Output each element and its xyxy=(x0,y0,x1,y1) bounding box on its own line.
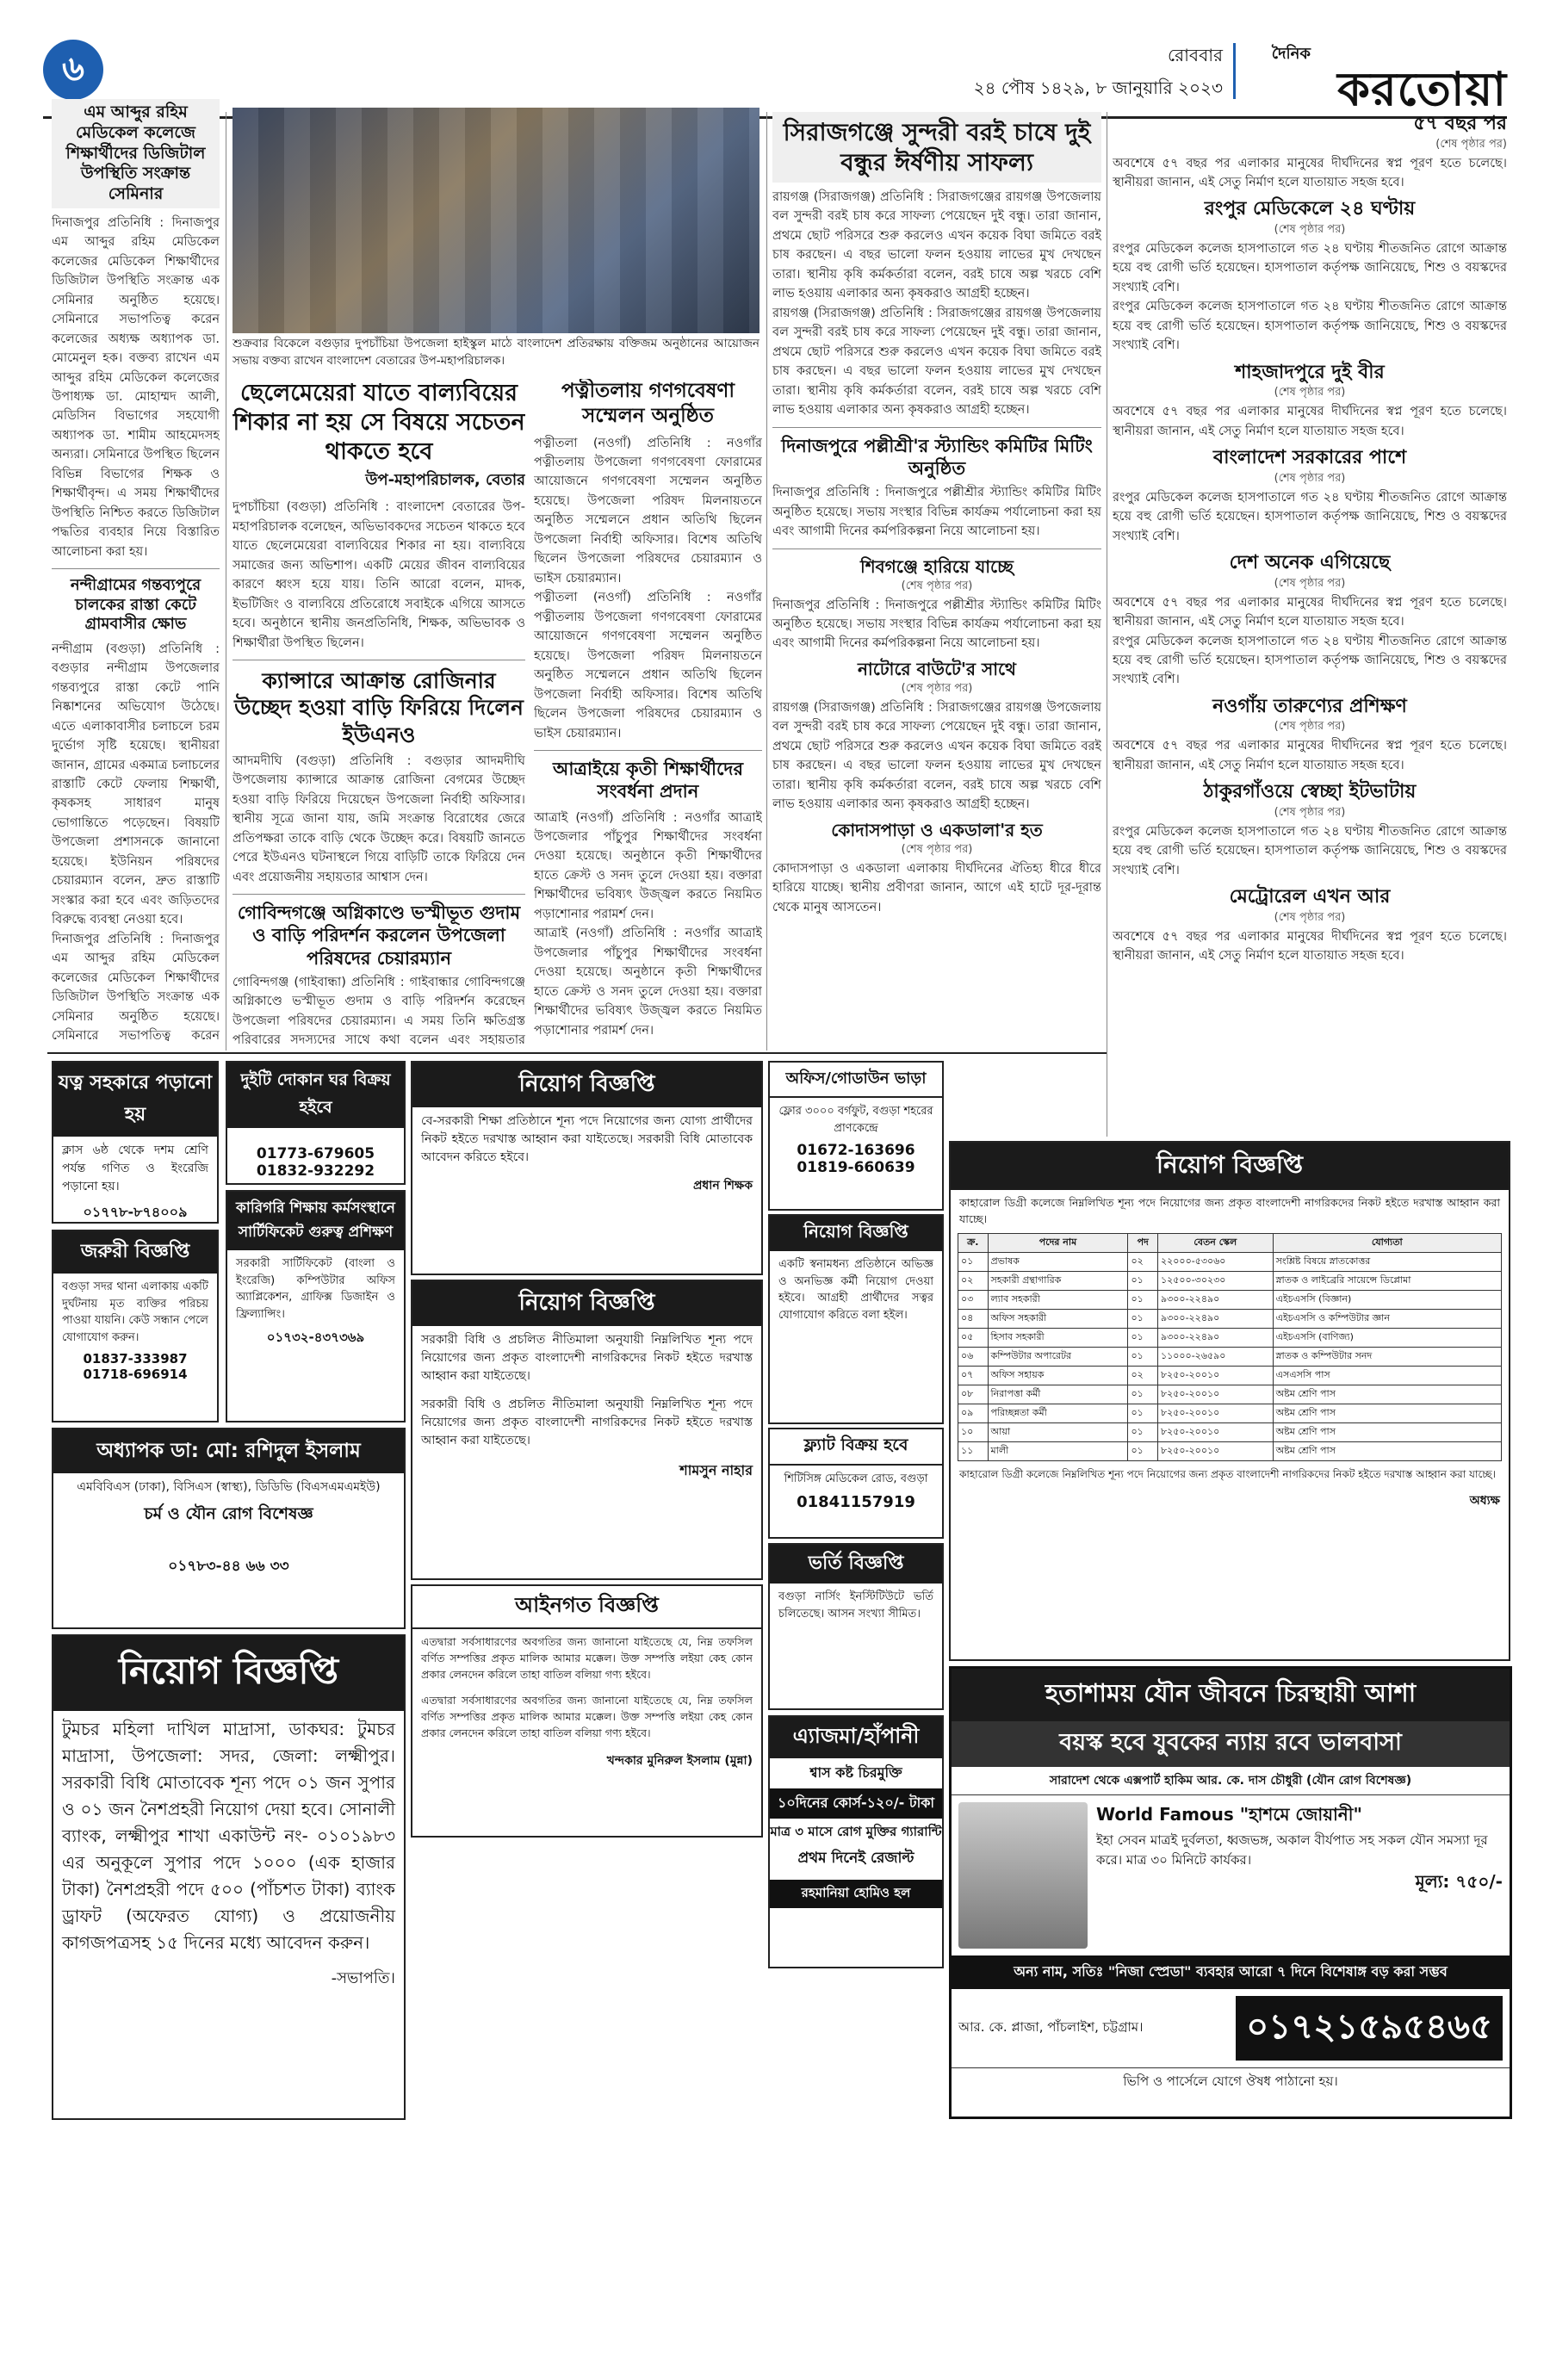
job-table-row xyxy=(958,1328,1502,1347)
divider xyxy=(52,568,220,569)
continued-note: (শেষ পৃষ্ঠার পর) xyxy=(1435,137,1507,151)
job-table-row xyxy=(958,1404,1502,1422)
ad-madrasa-job-sign: -সভাপতি। xyxy=(331,1969,395,1987)
ad-job-1-sign: প্রধান শিক্ষক xyxy=(692,1179,753,1193)
headline-rangpur-medical: রংপুর মেডিকেলে ২৪ ঘণ্টায় xyxy=(1204,198,1416,220)
masthead-day: রোববার xyxy=(1168,45,1223,65)
ad-health-product: World Famous "হাশমে জোয়ানী" xyxy=(1096,1804,1362,1825)
article-atrai-students: আত্রাই (নওগাঁ) প্রতিনিধি : নওগাঁর আত্রাই উপজেলার পাঁচুপুর শিক্ষার্থীদের সংবর্ধনা দেওয়া হয়েছে। অনুষ্ঠানে কৃতী শিক্ষার্থীদের হাতে ক্রেস্ট ও সনদ তুলে দেওয়া হয়। বক্তারা শিক্ষার্থীদের ভবিষ্যৎ উজ্জ্বল করতে নিয়মিত পড়াশোনার পরামর্শ দেন। xyxy=(534,810,762,921)
job-table-cell: ০১ xyxy=(1128,1328,1158,1347)
page-number-badge: ৬ xyxy=(43,40,103,100)
headline-thakurgaon-brick: ঠাকুরগাঁওয়ে স্বেচ্ছা ইটভাটায় xyxy=(1203,781,1417,803)
headline-atrai-students: আত্রাইয়ে কৃতী শিক্ষার্থীদের সংবর্ধনা প্রদান xyxy=(553,759,743,803)
ad-health-price: মূল্য: ৭৫০/- xyxy=(1415,1871,1503,1892)
ad-urgent-text: বগুড়া সদর থানা এলাকায় একটি দুর্ঘটনায় মৃত ব্যক্তির পরিচয় পাওয়া যায়নি। কেউ সন্ধান পেলে যোগাযোগ করুন। xyxy=(62,1280,208,1344)
ad-asthma-line-2: মাত্র ৩ মাসে রোগ মুক্তির গ্যারান্টি xyxy=(770,1824,942,1839)
job-table-cell: এইচএসসি ও কম্পিউটার জ্ঞান xyxy=(1273,1309,1501,1328)
column-5 xyxy=(1113,112,1507,1132)
ad-asthma-line-3: প্রথম দিনেই রেজাল্ট xyxy=(797,1850,914,1867)
job-table-row xyxy=(958,1290,1502,1309)
ad-health-phone: ০১৭২১৫৯৫৪৬৫ xyxy=(1236,1996,1503,2061)
job-table-cell: ০১ xyxy=(1128,1347,1158,1366)
job-table-cell: স্নাতক ও কম্পিউটার সনদ xyxy=(1273,1347,1501,1366)
ad-job-table-intro: কাহারোল ডিগ্রী কলেজে নিম্নলিখিত শূন্য পদে নিয়োগের জন্য প্রকৃত বাংলাদেশী নাগরিকদের নিকট হইতে দরখাস্ত আহ্বান করা যাচ্ছে। xyxy=(959,1196,1500,1225)
job-table-cell: ১১ xyxy=(958,1441,989,1460)
ad-flat-title: ফ্ল্যাট বিক্রয় হবে xyxy=(770,1429,942,1466)
ad-shop-title: দুইটি দোকান ঘর বিক্রয় হইবে xyxy=(227,1063,404,1128)
headline-rojina-house: ক্যান্সারে আক্রান্ত রোজিনার উচ্ছেদ হওয়া বাড়ি ফিরিয়ে দিলেন ইউএনও xyxy=(234,668,524,747)
ads-divider xyxy=(47,1052,1107,1054)
divider xyxy=(534,750,762,751)
ad-job-2-sign: শামসুন নাহার xyxy=(679,1462,753,1478)
ad-job-3 xyxy=(768,1214,944,1424)
job-table-cell: ০৮ xyxy=(958,1385,989,1404)
ad-madrasa-job xyxy=(52,1634,406,2120)
article-naogaon-training: অবশেষে ৫৭ বছর পর এলাকার মানুষের দীর্ঘদিনের স্বপ্ন পূরণ হতে চলেছে। স্থানীয়রা জানান, এই সেতু নির্মাণ হলে যাতায়াত সহজ হবে। xyxy=(1113,739,1507,772)
job-table-cell: মালী xyxy=(988,1441,1128,1460)
ad-job-table xyxy=(949,1141,1510,1661)
column-1 xyxy=(52,99,220,1046)
article-kodaspara: কোদাসপাড়া ও একডালা এলাকায় দীর্ঘদিনের ঐতিহ্য ধীরে ধীরে হারিয়ে যাচ্ছে। স্থানীয় প্রবীণরা জানান, আগে এই হাটে দূর-দূরান্ত থেকে মানুষ আসতেন। xyxy=(772,861,1101,914)
job-table-cell: ০৪ xyxy=(958,1309,989,1328)
job-table-cell: আয়া xyxy=(988,1422,1128,1441)
headline-shahjadpur: শাহজাদপুরে দুই বীর xyxy=(1235,361,1385,383)
ad-doctor-specialty: চর্ম ও যৌন রোগ বিশেষজ্ঞ xyxy=(144,1504,313,1523)
article-natore: রায়গঞ্জ (সিরাজগঞ্জ) প্রতিনিধি : সিরাজগঞ্জের রায়গঞ্জ উপজেলায় বল সুন্দরী বরই চাষ করে সাফল্য পেয়েছেন দুই বন্ধু। তারা জানান, প্রথমে ছোট পরিসরে শুরু করলেও এখন কয়েক বিঘা জমিতে বরই চাষ করছেন। এ বছর ভালো ফলন হওয়ায় লাভের মুখ দেখছেন তারা। স্থানীয় কৃষি কর্মকর্তারা বলেন, বরই চাষে অল্প খরচে বেশি লাভ হওয়ায় এলাকার অন্য কৃষকরাও আগ্রহী হচ্ছেন। xyxy=(772,700,1101,812)
article-rojina-house: আদমদীঘি (বগুড়া) প্রতিনিধি : বগুড়ার আদমদীঘি উপজেলায় ক্যান্সারে আক্রান্ত রোজিনা বেগমের উচ্ছেদ হওয়া বাড়ি ফিরিয়ে দিয়েছেন উপজেলা নির্বাহী অফিসার। স্থানীয় সূত্রে জানা যায়, জমি সংক্রান্ত বিরোধের জেরে প্রতিপক্ষরা তাকে বাড়ি থেকে উচ্ছেদ করে। বিষয়টি জানতে পেরে ইউএনও ঘটনাস্থলে গিয়ে বাড়িটি তাকে ফিরিয়ে দেন এবং প্রয়োজনীয় সহায়তার আশ্বাস দেন। xyxy=(232,753,525,884)
masthead xyxy=(43,34,1507,119)
article-nandigram-road-cont: দিনাজপুর প্রতিনিধি : দিনাজপুর এম আব্দুর রহিম মেডিকেল কলেজের মেডিকেল শিক্ষার্থীদের ডিজিটাল উপস্থিতি সংক্রান্ত এক সেমিনার অনুষ্ঠিত হয়েছে। সেমিনারে সভাপতিত্ব করেন xyxy=(52,932,220,1044)
ad-admission-title: ভর্তি বিজ্ঞপ্তি xyxy=(770,1545,942,1584)
news-photo-event xyxy=(232,108,760,333)
job-table-cell: ০২ xyxy=(1128,1366,1158,1385)
job-table-cell: ০১ xyxy=(1128,1271,1158,1290)
doctor-photo xyxy=(958,1802,1088,1949)
ad-health-banner xyxy=(949,1666,1512,2119)
ad-rent xyxy=(768,1061,944,1211)
ad-flat-phone: 01841157919 xyxy=(797,1492,915,1511)
headline-patnitala-conference: পত্নীতলায় গণগবেষণা সম্মেলন অনুষ্ঠিত xyxy=(561,380,735,427)
continued-note: (শেষ পৃষ্ঠার পর) xyxy=(1274,386,1346,400)
article-dinajpur-pollishree: দিনাজপুর প্রতিনিধি : দিনাজপুরে পল্লীশ্রীর স্ট্যান্ডিং কমিটির মিটিং অনুষ্ঠিত হয়েছে। সভায় সংস্থার বিভিন্ন কার্যক্রম পর্যালোচনা করা হয় এবং আগামী দিনের কর্মপরিকল্পনা নিয়ে আলোচনা হয়। xyxy=(772,486,1101,539)
ad-tutor-text: ক্লাস ৬ষ্ঠ থেকে দশম শ্রেণি পর্যন্ত গণিত ও ইংরেজি পড়ানো হয়। xyxy=(62,1144,208,1193)
ad-flat xyxy=(768,1428,944,1539)
article-shibganj: দিনাজপুর প্রতিনিধি : দিনাজপুরে পল্লীশ্রীর স্ট্যান্ডিং কমিটির মিটিং অনুষ্ঠিত হয়েছে। সভায় সংস্থার বিভিন্ন কার্যক্রম পর্যালোচনা করা হয় এবং আগামী দিনের কর্মপরিকল্পনা নিয়ে আলোচনা হয়। xyxy=(772,598,1101,651)
ad-training-title: কারিগরি শিক্ষায় কর্মসংস্থানে সার্টিফিকেট গুরুত্ব প্রশিক্ষণ xyxy=(227,1192,404,1250)
ad-job-2-title: নিয়োগ বিজ্ঞপ্তি xyxy=(412,1281,761,1326)
ad-health-delivery: ভিপি ও পার্সেলে যোগে ঔষধ পাঠানো হয়। xyxy=(952,2067,1510,2097)
ad-training-phone: ০১৭৩২-৪৩৭৩৬৯ xyxy=(266,1329,365,1345)
job-table-cell: অষ্টম শ্রেণি পাস xyxy=(1273,1385,1501,1404)
job-table-row xyxy=(958,1271,1502,1290)
article-rangpur-medical-cont: রংপুর মেডিকেল কলেজ হাসপাতালে গত ২৪ ঘণ্টায় শীতজনিত রোগে আক্রান্ত হয়ে বহু রোগী ভর্তি হয়েছেন। হাসপাতাল কর্তৃপক্ষ জানিয়েছে, শিশু ও বয়স্কদের সংখ্যাই বেশি। xyxy=(1113,300,1507,353)
ad-legal xyxy=(411,1584,763,1838)
ad-rent-phone-2: 01819-660639 xyxy=(797,1159,915,1176)
job-table-row xyxy=(958,1366,1502,1385)
job-table-cell: ০১ xyxy=(1128,1290,1158,1309)
ad-shop xyxy=(226,1061,406,1185)
job-table-header: পদ xyxy=(1128,1233,1158,1252)
ad-urgent-phone-1: 01837-333987 xyxy=(83,1351,188,1367)
ad-health-address: আর. কে. প্লাজা, পাঁচলাইশ, চট্টগ্রাম। xyxy=(958,2019,1144,2035)
ad-training-text: সরকারী সার্টিফিকেট (বাংলা ও ইংরেজি) কম্পিউটার অফিস অ্যাপ্লিকেশন, গ্রাফিক্স ডিজাইন ও ফ্রিল্যান্সিং। xyxy=(236,1257,395,1321)
headline-child-marriage: ছেলেমেয়েরা যাতে বাল্যবিয়ের শিকার না হয় সে বিষয়ে সচেতন থাকতে হবে xyxy=(232,380,525,465)
article-nandigram-road: নন্দীগ্রাম (বগুড়া) প্রতিনিধি : বগুড়ার নন্দীগ্রাম উপজেলার গন্তব্যপুরে রাস্তা কেটে পানি নিষ্কাশনের অভিযোগ উঠেছে। এতে এলাকাবাসীর চলাচলে চরম দুর্ভোগ সৃষ্টি হয়েছে। স্থানীয়রা জানান, গ্রামের একমাত্র চলাচলের রাস্তাটি কেটে ফেলায় শিক্ষার্থী, কৃষকসহ সাধারণ মানুষ ভোগান্তিতে পড়েছেন। বিষয়টি উপজেলা প্রশাসনকে জানানো হয়েছে। ইউনিয়ন পরিষদের চেয়ারম্যান বলেন, দ্রুত রাস্তাটি সংস্কার করা হবে এবং জড়িতদের বিরুদ্ধে ব্যবস্থা নেওয়া হবে। xyxy=(52,641,220,927)
article-57-years: অবশেষে ৫৭ বছর পর এলাকার মানুষের দীর্ঘদিনের স্বপ্ন পূরণ হতে চলেছে। স্থানীয়রা জানান, এই সেতু নির্মাণ হলে যাতায়াত সহজ হবে। xyxy=(1113,156,1507,189)
job-table-cell: ০১ xyxy=(1128,1404,1158,1422)
ad-job-1-title: নিয়োগ বিজ্ঞপ্তি xyxy=(412,1063,761,1107)
job-table-header: ক্র. xyxy=(958,1233,989,1252)
ad-doctor xyxy=(52,1428,406,1629)
article-child-marriage: দুপচাঁচিয়া (বগুড়া) প্রতিনিধি : বাংলাদেশ বেতারের উপ-মহাপরিচালক বলেছেন, অভিভাবকদের সচেতন থাকতে হবে যাতে ছেলেমেয়েরা বাল্যবিয়ের শিকার না হয়। বাল্যবিয়ে সমাজের জন্য অভিশাপ। একটি মেয়ের জীবন বাল্যবিয়ের কারণে ধ্বংস হয়ে যায়। তিনি আরো বলেন, মাদক, ইভটিজিং ও বাল্যবিয়ে প্রতিরোধে সবাইকে এগিয়ে আসতে হবে। অনুষ্ঠানে স্থানীয় জনপ্রতিনিধি, শিক্ষক, অভিভাবক ও শিক্ষার্থীরা উপস্থিত ছিলেন। xyxy=(232,500,525,650)
ad-madrasa-job-text: টুমচর মহিলা দাখিল মাদ্রাসা, ডাকঘর: টুমচর মাদ্রাসা, উপজেলা: সদর, জেলা: লক্ষ্মীপুর। সরকারী বিধি মোতাবেক শূন্য পদে ০১ জন সুপার ও ০১ জন নৈশপ্রহরী নিয়োগ দেয়া হবে। সোনালী ব্যাংক, লক্ষ্মীপুর শাখা একাউন্ট নং- ০১০১৯৮৩ এর অনুকূলে সুপার পদে ১০০০ (এক হাজার টাকা) নৈশপ্রহরী পদে ৫০০ (পাঁচশত টাকা) ব্যাংক ড্রাফট (অফেরত যোগ্য) ও প্রয়োজনীয় কাগজপত্রসহ ১৫ দিনের মধ্যে আবেদন করুন। xyxy=(62,1719,395,1953)
article-patnitala-conference: পত্নীতলা (নওগাঁ) প্রতিনিধি : নওগাঁর পত্নীতলায় উপজেলা গণগবেষণা ফোরামের আয়োজনে গণগবেষণা সম্মেলন অনুষ্ঠিত হয়েছে। উপজেলা পরিষদ মিলনায়তনে অনুষ্ঠিত সম্মেলনে প্রধান অতিথি ছিলেন উপজেলা নির্বাহী অফিসার। বিশেষ অতিথি ছিলেন উপজেলা পরিষদের চেয়ারম্যান ও ভাইস চেয়ারম্যান। xyxy=(534,436,762,586)
job-table-cell: ৮২৫০-২০০১০ xyxy=(1157,1441,1273,1460)
job-table-header: যোগ্যতা xyxy=(1273,1233,1501,1252)
masthead-date: ২৪ পৌষ ১৪২৯, ৮ জানুয়ারি ২০২৩ xyxy=(973,77,1223,98)
ad-admission-text: বগুড়া নার্সিং ইনস্টিটিউটে ভর্তি চলিতেছে। আসন সংখ্যা সীমিত। xyxy=(778,1590,933,1621)
job-table-row xyxy=(958,1422,1502,1441)
job-table-cell: হিসাব সহকারী xyxy=(988,1328,1128,1347)
ad-asthma-title: এ্যাজমা/হাঁপানী xyxy=(770,1717,942,1758)
ad-legal-text-cont: এতদ্বারা সর্বসাধারণের অবগতির জন্য জানানো যাইতেছে যে, নিম্ন তফসিল বর্ণিত সম্পত্তির প্রকৃত মালিক আমার মক্কেল। উক্ত সম্পত্তি লইয়া কেহ কোন প্রকার লেনদেন করিলে তাহা বাতিল বলিয়া গণ্য হইবে। xyxy=(421,1694,753,1739)
article-sirajganj-plum: রায়গঞ্জ (সিরাজগঞ্জ) প্রতিনিধি : সিরাজগঞ্জের রায়গঞ্জ উপজেলায় বল সুন্দরী বরই চাষ করে সাফল্য পেয়েছেন দুই বন্ধু। তারা জানান, প্রথমে ছোট পরিসরে শুরু করলেও এখন কয়েক বিঘা জমিতে বরই চাষ করছেন। এ বছর ভালো ফলন হওয়ায় লাভের মুখ দেখছেন তারা। স্থানীয় কৃষি কর্মকর্তারা বলেন, বরই চাষে অল্প খরচে বেশি লাভ হওয়ায় এলাকার অন্য কৃষকরাও আগ্রহী হচ্ছেন। xyxy=(772,190,1101,301)
headline-kodaspara: কোদাসপাড়া ও একডালা'র হত xyxy=(831,819,1043,840)
column-4 xyxy=(772,112,1101,1051)
ad-urgent-phone-2: 01718-696914 xyxy=(83,1367,188,1382)
job-table-cell: অষ্টম শ্রেণি পাস xyxy=(1273,1404,1501,1422)
job-table-row xyxy=(958,1441,1502,1460)
ad-job-table-sign: অধ্যক্ষ xyxy=(1469,1493,1500,1508)
job-table-cell: ০৭ xyxy=(958,1366,989,1385)
job-table-cell: প্রভাষক xyxy=(988,1252,1128,1271)
headline-natore: নাটোরে বাউটে'র সাথে xyxy=(857,658,1016,679)
article-country-progress: অবশেষে ৫৭ বছর পর এলাকার মানুষের দীর্ঘদিনের স্বপ্ন পূরণ হতে চলেছে। স্থানীয়রা জানান, এই সেতু নির্মাণ হলে যাতায়াত সহজ হবে। xyxy=(1113,595,1507,629)
ad-urgent xyxy=(52,1230,219,1422)
subhead-child-marriage: উপ-মহাপরিচালক, বেতার xyxy=(365,471,525,490)
masthead-separator xyxy=(1233,43,1236,99)
ad-admission xyxy=(768,1543,944,1710)
ad-rent-phone-1: 01672-163696 xyxy=(797,1142,915,1159)
ad-job-2-text: সরকারী বিধি ও প্রচলিত নীতিমালা অনুযায়ী নিম্নলিখিত শূন্য পদে নিয়োগের জন্য প্রকৃত বাংলাদেশী নাগরিকদের নিকট হইতে দরখাস্ত আহ্বান করা যাইতেছে। xyxy=(421,1333,753,1383)
job-table-cell: অফিস সহকারী xyxy=(988,1309,1128,1328)
article-shahjadpur: অবশেষে ৫৭ বছর পর এলাকার মানুষের দীর্ঘদিনের স্বপ্ন পূরণ হতে চলেছে। স্থানীয়রা জানান, এই সেতু নির্মাণ হলে যাতায়াত সহজ হবে। xyxy=(1113,405,1507,438)
headline-naogaon-training: নওগাঁয় তারুণ্যের প্রশিক্ষণ xyxy=(1212,695,1407,717)
job-table-cell: ৯৩০০-২২৪৯০ xyxy=(1157,1328,1273,1347)
job-table-cell: ১১০০০-২৬৫৯০ xyxy=(1157,1347,1273,1366)
headline-gobindaganj-fire: গোবিন্দগঞ্জে অগ্নিকাণ্ডে ভস্মীভূত গুদাম ও বাড়ি পরিদর্শন করলেন উপজেলা পরিষদের চেয়ারম্যান xyxy=(237,902,521,969)
job-table-cell: পরিচ্ছন্নতা কর্মী xyxy=(988,1404,1128,1422)
ad-rent-text: ফ্লোর ৩০০০ বর্গফুট, বগুড়া শহরের প্রাণকেন্দ্রে xyxy=(778,1105,933,1135)
continued-note: (শেষ পৃষ্ঠার পর) xyxy=(901,681,973,695)
article-metrorail: অবশেষে ৫৭ বছর পর এলাকার মানুষের দীর্ঘদিনের স্বপ্ন পূরণ হতে চলেছে। স্থানীয়রা জানান, এই সেতু নির্মাণ হলে যাতায়াত সহজ হবে। xyxy=(1113,929,1507,964)
continued-note: (শেষ পৃষ্ঠার পর) xyxy=(1274,805,1346,819)
job-table-cell: অষ্টম শ্রেণি পাস xyxy=(1273,1441,1501,1460)
headline-sirajganj-plum: সিরাজগঞ্জে সুন্দরী বরই চাষে দুই বন্ধুর ঈর্ষণীয় সাফল্য xyxy=(772,112,1101,183)
job-table-cell: ০৩ xyxy=(958,1290,989,1309)
ad-rent-title: অফিস/গোডাউন ভাড়া xyxy=(770,1063,942,1098)
ad-madrasa-job-title: নিয়োগ বিজ্ঞপ্তি xyxy=(53,1636,404,1711)
headline-bangladesh-govt: বাংলাদেশ সরকারের পাশে xyxy=(1212,447,1407,469)
article-gobindaganj-fire: গোবিন্দগঞ্জ (গাইবান্ধা) প্রতিনিধি : গাইবান্ধার গোবিন্দগঞ্জে অগ্নিকাণ্ডে ভস্মীভূত গুদাম ও বাড়ি পরিদর্শন করেছেন উপজেলা পরিষদের চেয়ারম্যান। এ সময় তিনি ক্ষতিগ্রস্ত পরিবারের সদস্যদের সাথে কথা বলেন এবং সহায়তার xyxy=(232,975,525,1048)
job-table-cell: কম্পিউটার অপারেটর xyxy=(988,1347,1128,1366)
job-table-cell: ০৯ xyxy=(958,1404,989,1422)
job-table-cell: ৮২৫০-২০০১০ xyxy=(1157,1366,1273,1385)
article-rangpur-medical: রংপুর মেডিকেল কলেজ হাসপাতালে গত ২৪ ঘণ্টায় শীতজনিত রোগে আক্রান্ত হয়ে বহু রোগী ভর্তি হয়েছেন। হাসপাতাল কর্তৃপক্ষ জানিয়েছে, শিশু ও বয়স্কদের সংখ্যাই বেশি। xyxy=(1113,241,1507,294)
ad-legal-sign: খন্দকার মুনিরুল ইসলাম (মুন্না) xyxy=(606,1753,753,1768)
job-table-cell: সংশ্লিষ্ট বিষয়ে স্নাতকোত্তর xyxy=(1273,1252,1501,1271)
ad-doctor-title: অধ্যাপক ডা: মো: রশিদুল ইসলাম xyxy=(53,1429,404,1473)
photo-caption: শুক্রবার বিকেলে বগুড়ার দুপচাঁচিয়া উপজেলা হাইস্কুল মাঠে বাংলাদেশ প্রতিরক্ষায় বক্তিজম অনুষ্ঠানের আয়োজন সভায় বক্তব্য রাখেন বাংলাদেশ বেতারের উপ-মহাপরিচালক। xyxy=(232,337,760,368)
column-2 xyxy=(232,379,525,1051)
ad-tutor-title: যত্ন সহকারে পড়ানো হয় xyxy=(53,1063,217,1137)
job-table-cell: ০৬ xyxy=(958,1347,989,1366)
ad-health-strip: সারাদেশ থেকে এক্সপার্ট হাকিম আর. কে. দাস চৌধুরী (যৌন রোগ বিশেষজ্ঞ) xyxy=(952,1767,1510,1795)
newspaper-logo: করতোয়া xyxy=(1337,61,1507,116)
job-table-cell: ৯৩০০-২২৪৯০ xyxy=(1157,1309,1273,1328)
job-table-cell: ৮২৫০-২০০১০ xyxy=(1157,1404,1273,1422)
ad-job-3-title: নিয়োগ বিজ্ঞপ্তি xyxy=(770,1216,942,1251)
article-patnitala-conference-cont: পত্নীতলা (নওগাঁ) প্রতিনিধি : নওগাঁর পত্নীতলায় উপজেলা গণগবেষণা ফোরামের আয়োজনে গণগবেষণা সম্মেলন অনুষ্ঠিত হয়েছে। উপজেলা পরিষদ মিলনায়তনে অনুষ্ঠিত সম্মেলনে প্রধান অতিথি ছিলেন উপজেলা নির্বাহী অফিসার। বিশেষ অতিথি ছিলেন উপজেলা পরিষদের চেয়ারম্যান ও ভাইস চেয়ারম্যান। xyxy=(534,591,762,741)
job-table-cell: অফিস সহায়ক xyxy=(988,1366,1128,1385)
ad-job-3-text: একটি স্বনামধন্য প্রতিষ্ঠানে অভিজ্ঞ ও অনভিজ্ঞ কর্মী নিয়োগ দেওয়া হইবে। আগ্রহী প্রার্থীদের সত্বর যোগাযোগ করিতে বলা হইল। xyxy=(778,1258,933,1322)
job-table-row xyxy=(958,1309,1502,1328)
article-bangladesh-govt: রংপুর মেডিকেল কলেজ হাসপাতালে গত ২৪ ঘণ্টায় শীতজনিত রোগে আক্রান্ত হয়ে বহু রোগী ভর্তি হয়েছেন। হাসপাতাল কর্তৃপক্ষ জানিয়েছে, শিশু ও বয়স্কদের সংখ্যাই বেশি। xyxy=(1113,490,1507,543)
ad-job-1 xyxy=(411,1061,763,1275)
article-country-progress-cont: রংপুর মেডিকেল কলেজ হাসপাতালে গত ২৪ ঘণ্টায় শীতজনিত রোগে আক্রান্ত হয়ে বহু রোগী ভর্তি হয়েছেন। হাসপাতাল কর্তৃপক্ষ জানিয়েছে, শিশু ও বয়স্কদের সংখ্যাই বেশি। xyxy=(1113,634,1507,687)
job-table-cell: স্নাতক ও লাইব্রেরি সায়েন্সে ডিপ্লোমা xyxy=(1273,1271,1501,1290)
job-table-row xyxy=(958,1252,1502,1271)
article-sirajganj-plum-cont: রায়গঞ্জ (সিরাজগঞ্জ) প্রতিনিধি : সিরাজগঞ্জের রায়গঞ্জ উপজেলায় বল সুন্দরী বরই চাষ করে সাফল্য পেয়েছেন দুই বন্ধু। তারা জানান, প্রথমে ছোট পরিসরে শুরু করলেও এখন কয়েক বিঘা জমিতে বরই চাষ করছেন। এ বছর ভালো ফলন হওয়ায় লাভের মুখ দেখছেন তারা। স্থানীয় কৃষি কর্মকর্তারা বলেন, বরই চাষে অল্প খরচে বেশি লাভ হওয়ায় এলাকার অন্য কৃষকরাও আগ্রহী হচ্ছেন। xyxy=(772,306,1101,418)
ad-legal-text: এতদ্বারা সর্বসাধারণের অবগতির জন্য জানানো যাইতেছে যে, নিম্ন তফসিল বর্ণিত সম্পত্তির প্রকৃত মালিক আমার মক্কেল। উক্ত সম্পত্তি লইয়া কেহ কোন প্রকার লেনদেন করিলে তাহা বাতিল বলিয়া গণ্য হইবে। xyxy=(421,1635,753,1681)
job-table-cell: সহকারী গ্রন্থাগারিক xyxy=(988,1271,1128,1290)
job-table-cell: ০১ xyxy=(958,1252,989,1271)
ad-job-table-terms: কাহারোল ডিগ্রী কলেজে নিম্নলিখিত শূন্য পদে নিয়োগের জন্য প্রকৃত বাংলাদেশী নাগরিকদের নিকট হইতে দরখাস্ত আহ্বান করা যাচ্ছে। xyxy=(959,1467,1496,1480)
continued-note: (শেষ পৃষ্ঠার পর) xyxy=(901,842,973,856)
headline-shibganj: শিবগঞ্জে হারিয়ে যাচ্ছে xyxy=(860,555,1014,577)
job-table-cell: এসএসসি পাস xyxy=(1273,1366,1501,1385)
ad-doctor-phone: ০১৭৮৩-৪৪ ৬৬ ৩৩ xyxy=(168,1558,289,1575)
headline-metrorail: মেট্রোরেল এখন আর xyxy=(1229,886,1391,908)
ad-asthma xyxy=(768,1715,944,1968)
job-table-cell: ০১ xyxy=(1128,1441,1158,1460)
job-table-cell: ২২০০০-৫৩০৬০ xyxy=(1157,1252,1273,1271)
job-table-header: পদের নাম xyxy=(988,1233,1128,1252)
job-table-header: বেতন স্কেল xyxy=(1157,1233,1273,1252)
ad-health-line: অন্য নাম, সতিঃ "নিজা স্প্রেডা" ব্যবহার আরো ৭ দিনে বিশেষাঙ্গ বড় করা সম্ভব xyxy=(952,1955,1510,1989)
ad-shop-phone-1: 01773-679605 xyxy=(256,1145,375,1162)
ad-flat-text: শিটিসিঙ্গ মেডিকেল রোড, বগুড়া xyxy=(784,1472,928,1485)
headline-dinajpur-pollishree: দিনাজপুরে পল্লীশ্রী'র স্ট্যান্ডিং কমিটির মিটিং অনুষ্ঠিত xyxy=(781,435,1093,479)
job-table-cell: এইচএসসি (বিজ্ঞান) xyxy=(1273,1290,1501,1309)
article-medical-seminar: দিনাজপুর প্রতিনিধি : দিনাজপুর এম আব্দুর রহিম মেডিকেল কলেজের মেডিকেল শিক্ষার্থীদের ডিজিটাল উপস্থিতি সংক্রান্ত এক সেমিনার অনুষ্ঠিত হয়েছে। সেমিনারে সভাপতিত্ব করেন কলেজের অধ্যক্ষ অধ্যাপক ডা. মোমেনুল হক। বক্তব্য রাখেন এম আব্দুর রহিম মেডিকেল কলেজের উপাধ্যক্ষ ডা. মোহাম্মদ আলী, মেডিসিন বিভাগের সহযোগী অধ্যাপক ডা. শামীম আহমেদসহ অন্যরা। সেমিনারে উপস্থিত ছিলেন বিভিন্ন বিভাগের শিক্ষক ও শিক্ষার্থীবৃন্দ। এ সময় শিক্ষার্থীদের উপস্থিতি নিশ্চিত করতে ডিজিটাল পদ্ধতির ব্যবহার নিয়ে বিস্তারিত আলোচনা করা হয়। xyxy=(52,215,220,559)
ad-doctor-qualification: এমবিবিএস (ঢাকা), বিসিএস (স্বাস্থ্য), ডিডিভি (বিএসএমএমইউ) xyxy=(77,1480,381,1494)
continued-note: (শেষ পৃষ্ঠার পর) xyxy=(901,579,973,592)
divider xyxy=(772,427,1101,428)
ad-asthma-offer: ১০দিনের কোর্স-১২০/- টাকা xyxy=(770,1788,942,1819)
ad-health-text: ইহা সেবন মাত্রই দুর্বলতা, ধ্বজভঙ্গ, অকাল বীর্যপাত সহ সকল যৌন সমস্যা দূর করে। মাত্র ৩০ মিনিটে কার্যকর। xyxy=(1096,1832,1488,1868)
headline-country-progress: দেশ অনেক এগিয়েছে xyxy=(1229,552,1391,574)
job-table-cell: নিরাপত্তা কর্মী xyxy=(988,1385,1128,1404)
ad-tutor-phone: ০১৭৭৮-৮৭৪০০৯ xyxy=(83,1204,188,1220)
job-table-cell: ১২৫০০-৩০২৩০ xyxy=(1157,1271,1273,1290)
job-table-cell: ০১ xyxy=(1128,1385,1158,1404)
continued-note: (শেষ পৃষ্ঠার পর) xyxy=(1274,576,1346,590)
job-table-cell: ০১ xyxy=(1128,1422,1158,1441)
ad-job-table-title: নিয়োগ বিজ্ঞপ্তি xyxy=(951,1143,1509,1190)
job-table-cell: ল্যাব সহকারী xyxy=(988,1290,1128,1309)
job-table-cell: এইচএসসি (বাণিজ্য) xyxy=(1273,1328,1501,1347)
job-table-cell: ০৫ xyxy=(958,1328,989,1347)
ad-asthma-sub: শ্বাস কষ্ট চিরমুক্তি xyxy=(809,1764,902,1781)
job-table-cell: ৮২৫০-২০০১০ xyxy=(1157,1422,1273,1441)
job-table-cell: ০২ xyxy=(958,1271,989,1290)
job-table-cell: ১০ xyxy=(958,1422,989,1441)
ad-job-2 xyxy=(411,1280,763,1580)
job-table-cell: ৯৩০০-২২৪৯০ xyxy=(1157,1290,1273,1309)
job-table-cell: ০২ xyxy=(1128,1252,1158,1271)
ad-shop-phone-2: 01832-932292 xyxy=(256,1162,375,1180)
job-table-row xyxy=(958,1385,1502,1404)
ad-job-2-text-cont: সরকারী বিধি ও প্রচলিত নীতিমালা অনুযায়ী নিম্নলিখিত শূন্য পদে নিয়োগের জন্য প্রকৃত বাংলাদেশী নাগরিকদের নিকট হইতে দরখাস্ত আহ্বান করা যাইতেছে। xyxy=(421,1398,753,1447)
continued-note: (শেষ পৃষ্ঠার পর) xyxy=(1274,471,1346,485)
continued-note: (শেষ পৃষ্ঠার পর) xyxy=(1274,910,1346,924)
headline-57-years: ৫৭ বছর পর xyxy=(1413,113,1507,134)
ad-urgent-title: জরুরী বিজ্ঞপ্তি xyxy=(53,1231,217,1274)
ad-health-title: হতাশাময় যৌন জীবনে চিরস্থায়ী আশা xyxy=(952,1669,1510,1721)
job-table-cell: অষ্টম শ্রেণি পাস xyxy=(1273,1422,1501,1441)
ad-training xyxy=(226,1190,406,1422)
column-3 xyxy=(534,379,762,1051)
ad-health-title-2: বয়স্ক হবে যুবকের ন্যায় রবে ভালবাসা xyxy=(952,1721,1510,1767)
article-thakurgaon-brick: রংপুর মেডিকেল কলেজ হাসপাতালে গত ২৪ ঘণ্টায় শীতজনিত রোগে আক্রান্ত হয়ে বহু রোগী ভর্তি হয়েছেন। হাসপাতাল কর্তৃপক্ষ জানিয়েছে, শিশু ও বয়স্কদের সংখ্যাই বেশি। xyxy=(1113,824,1507,877)
ad-legal-title: আইনগত বিজ্ঞপ্তি xyxy=(412,1586,761,1629)
headline-nandigram-road: নন্দীগ্রামের গন্তব্যপুরে চালকের রাস্তা কেটে গ্রামবাসীর ক্ষোভ xyxy=(70,576,202,634)
headline-medical-seminar: এম আব্দুর রহিম মেডিকেল কলেজে শিক্ষার্থীদের ডিজিটাল উপস্থিতি সংক্রান্ত সেমিনার xyxy=(52,99,220,208)
column-divider xyxy=(766,112,767,1051)
job-table xyxy=(958,1233,1502,1461)
ad-job-1-text: বে-সরকারী শিক্ষা প্রতিষ্ঠানে শূন্য পদে নিয়োগের জন্য যোগ্য প্রার্থীদের নিকট হইতে দরখাস্ত আহ্বান করা যাইতেছে। সরকারী বিধি মোতাবেক আবেদন করিতে হইবে। xyxy=(421,1114,753,1164)
article-atrai-students-cont: আত্রাই (নওগাঁ) প্রতিনিধি : নওগাঁর আত্রাই উপজেলার পাঁচুপুর শিক্ষার্থীদের সংবর্ধনা দেওয়া হয়েছে। অনুষ্ঠানে কৃতী শিক্ষার্থীদের হাতে ক্রেস্ট ও সনদ তুলে দেওয়া হয়। বক্তারা শিক্ষার্থীদের ভবিষ্যৎ উজ্জ্বল করতে নিয়মিত পড়াশোনার পরামর্শ দেন। xyxy=(534,927,762,1038)
job-table-cell: ৮২৫০-২০০১০ xyxy=(1157,1385,1273,1404)
job-table-header-row xyxy=(958,1233,1502,1252)
masthead-brand-small: দৈনিক xyxy=(1271,45,1311,63)
job-table-row xyxy=(958,1347,1502,1366)
ad-asthma-footer: রহমানিয়া হোমিও হল xyxy=(770,1880,942,1908)
continued-note: (শেষ পৃষ্ঠার পর) xyxy=(1274,720,1346,734)
divider xyxy=(232,894,525,895)
ad-tutor xyxy=(52,1061,219,1224)
job-table-cell: ০১ xyxy=(1128,1309,1158,1328)
continued-note: (শেষ পৃষ্ঠার পর) xyxy=(1274,222,1346,236)
